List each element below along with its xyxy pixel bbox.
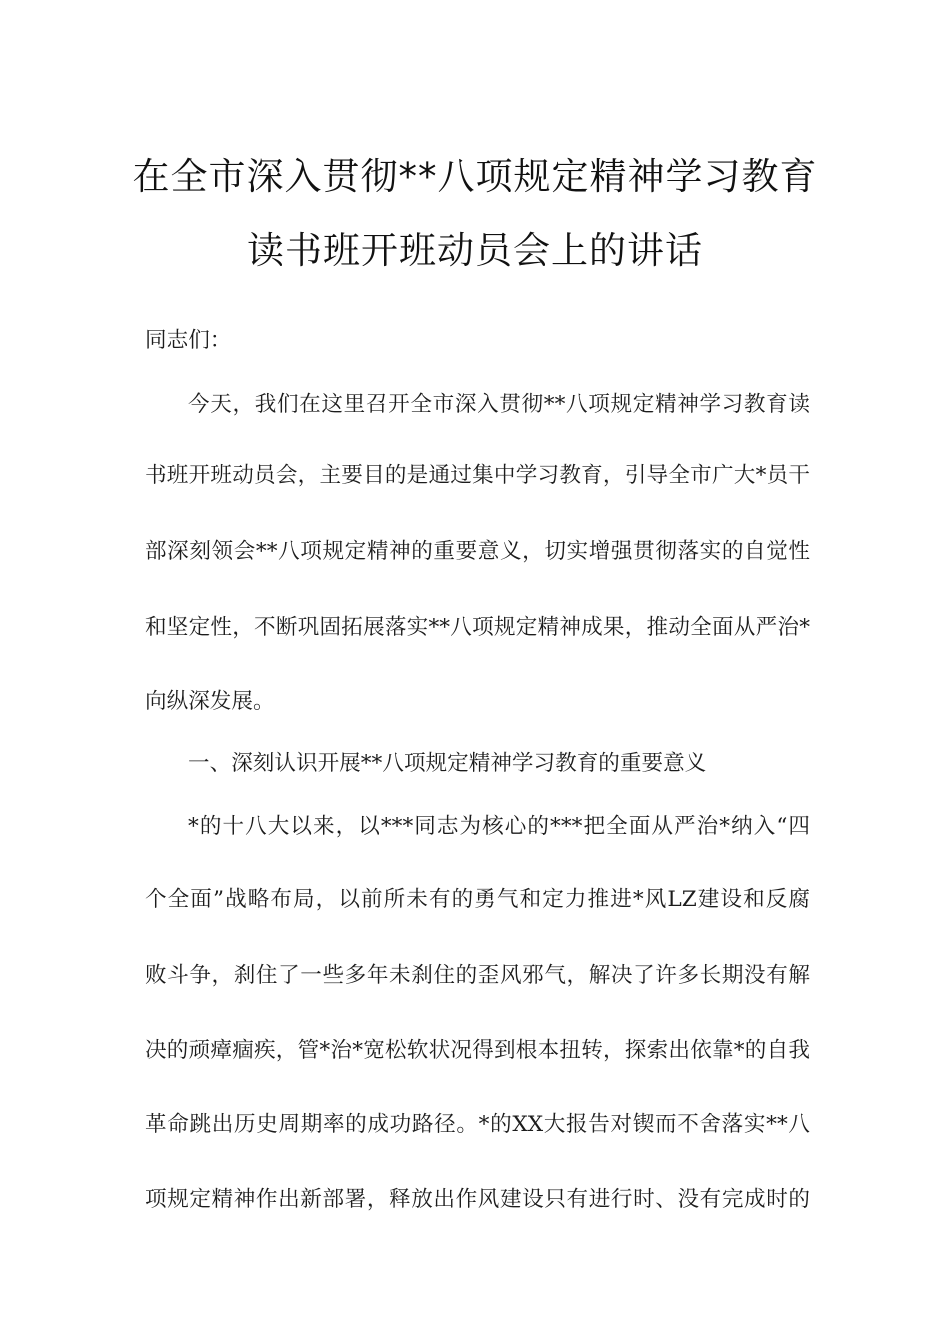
paragraph-line: 书班开班动员会，主要目的是通过集中学习教育，引导全市广大*员干 <box>145 463 810 488</box>
paragraph-line: 革命跳出历史周期率的成功路径。*的XX大报告对锲而不舍落实**八 <box>145 1112 810 1137</box>
paragraph-line: 部深刻领会**八项规定精神的重要意义，切实增强贯彻落实的自觉性 <box>145 539 810 564</box>
paragraph-line: 今天，我们在这里召开全市深入贯彻**八项规定精神学习教育读 <box>188 392 810 417</box>
paragraph-line: 决的顽瘴痼疾，管*治*宽松软状况得到根本扭转，探索出依靠*的自我 <box>145 1038 810 1063</box>
salutation: 同志们： <box>145 328 232 353</box>
paragraph-line: 和坚定性，不断巩固拓展落实**八项规定精神成果，推动全面从严治* <box>145 615 810 640</box>
section-heading: 一、深刻认识开展**八项规定精神学习教育的重要意义 <box>188 751 707 776</box>
paragraph-line: *的十八大以来，以***同志为核心的***把全面从严治*纳入“四 <box>188 814 810 839</box>
paragraph-line: 向纵深发展。 <box>145 689 275 714</box>
document-title-line-1: 在全市深入贯彻**八项规定精神学习教育 <box>132 155 818 198</box>
paragraph-line: 败斗争，刹住了一些多年未刹住的歪风邪气，解决了许多长期没有解 <box>145 963 810 988</box>
document-title-line-2: 读书班开班动员会上的讲话 <box>247 229 703 272</box>
paragraph-line: 个全面”战略布局，以前所未有的勇气和定力推进*风LZ建设和反腐 <box>145 887 810 912</box>
paragraph-line: 项规定精神作出新部署，释放出作风建设只有进行时、没有完成时的 <box>145 1187 810 1212</box>
